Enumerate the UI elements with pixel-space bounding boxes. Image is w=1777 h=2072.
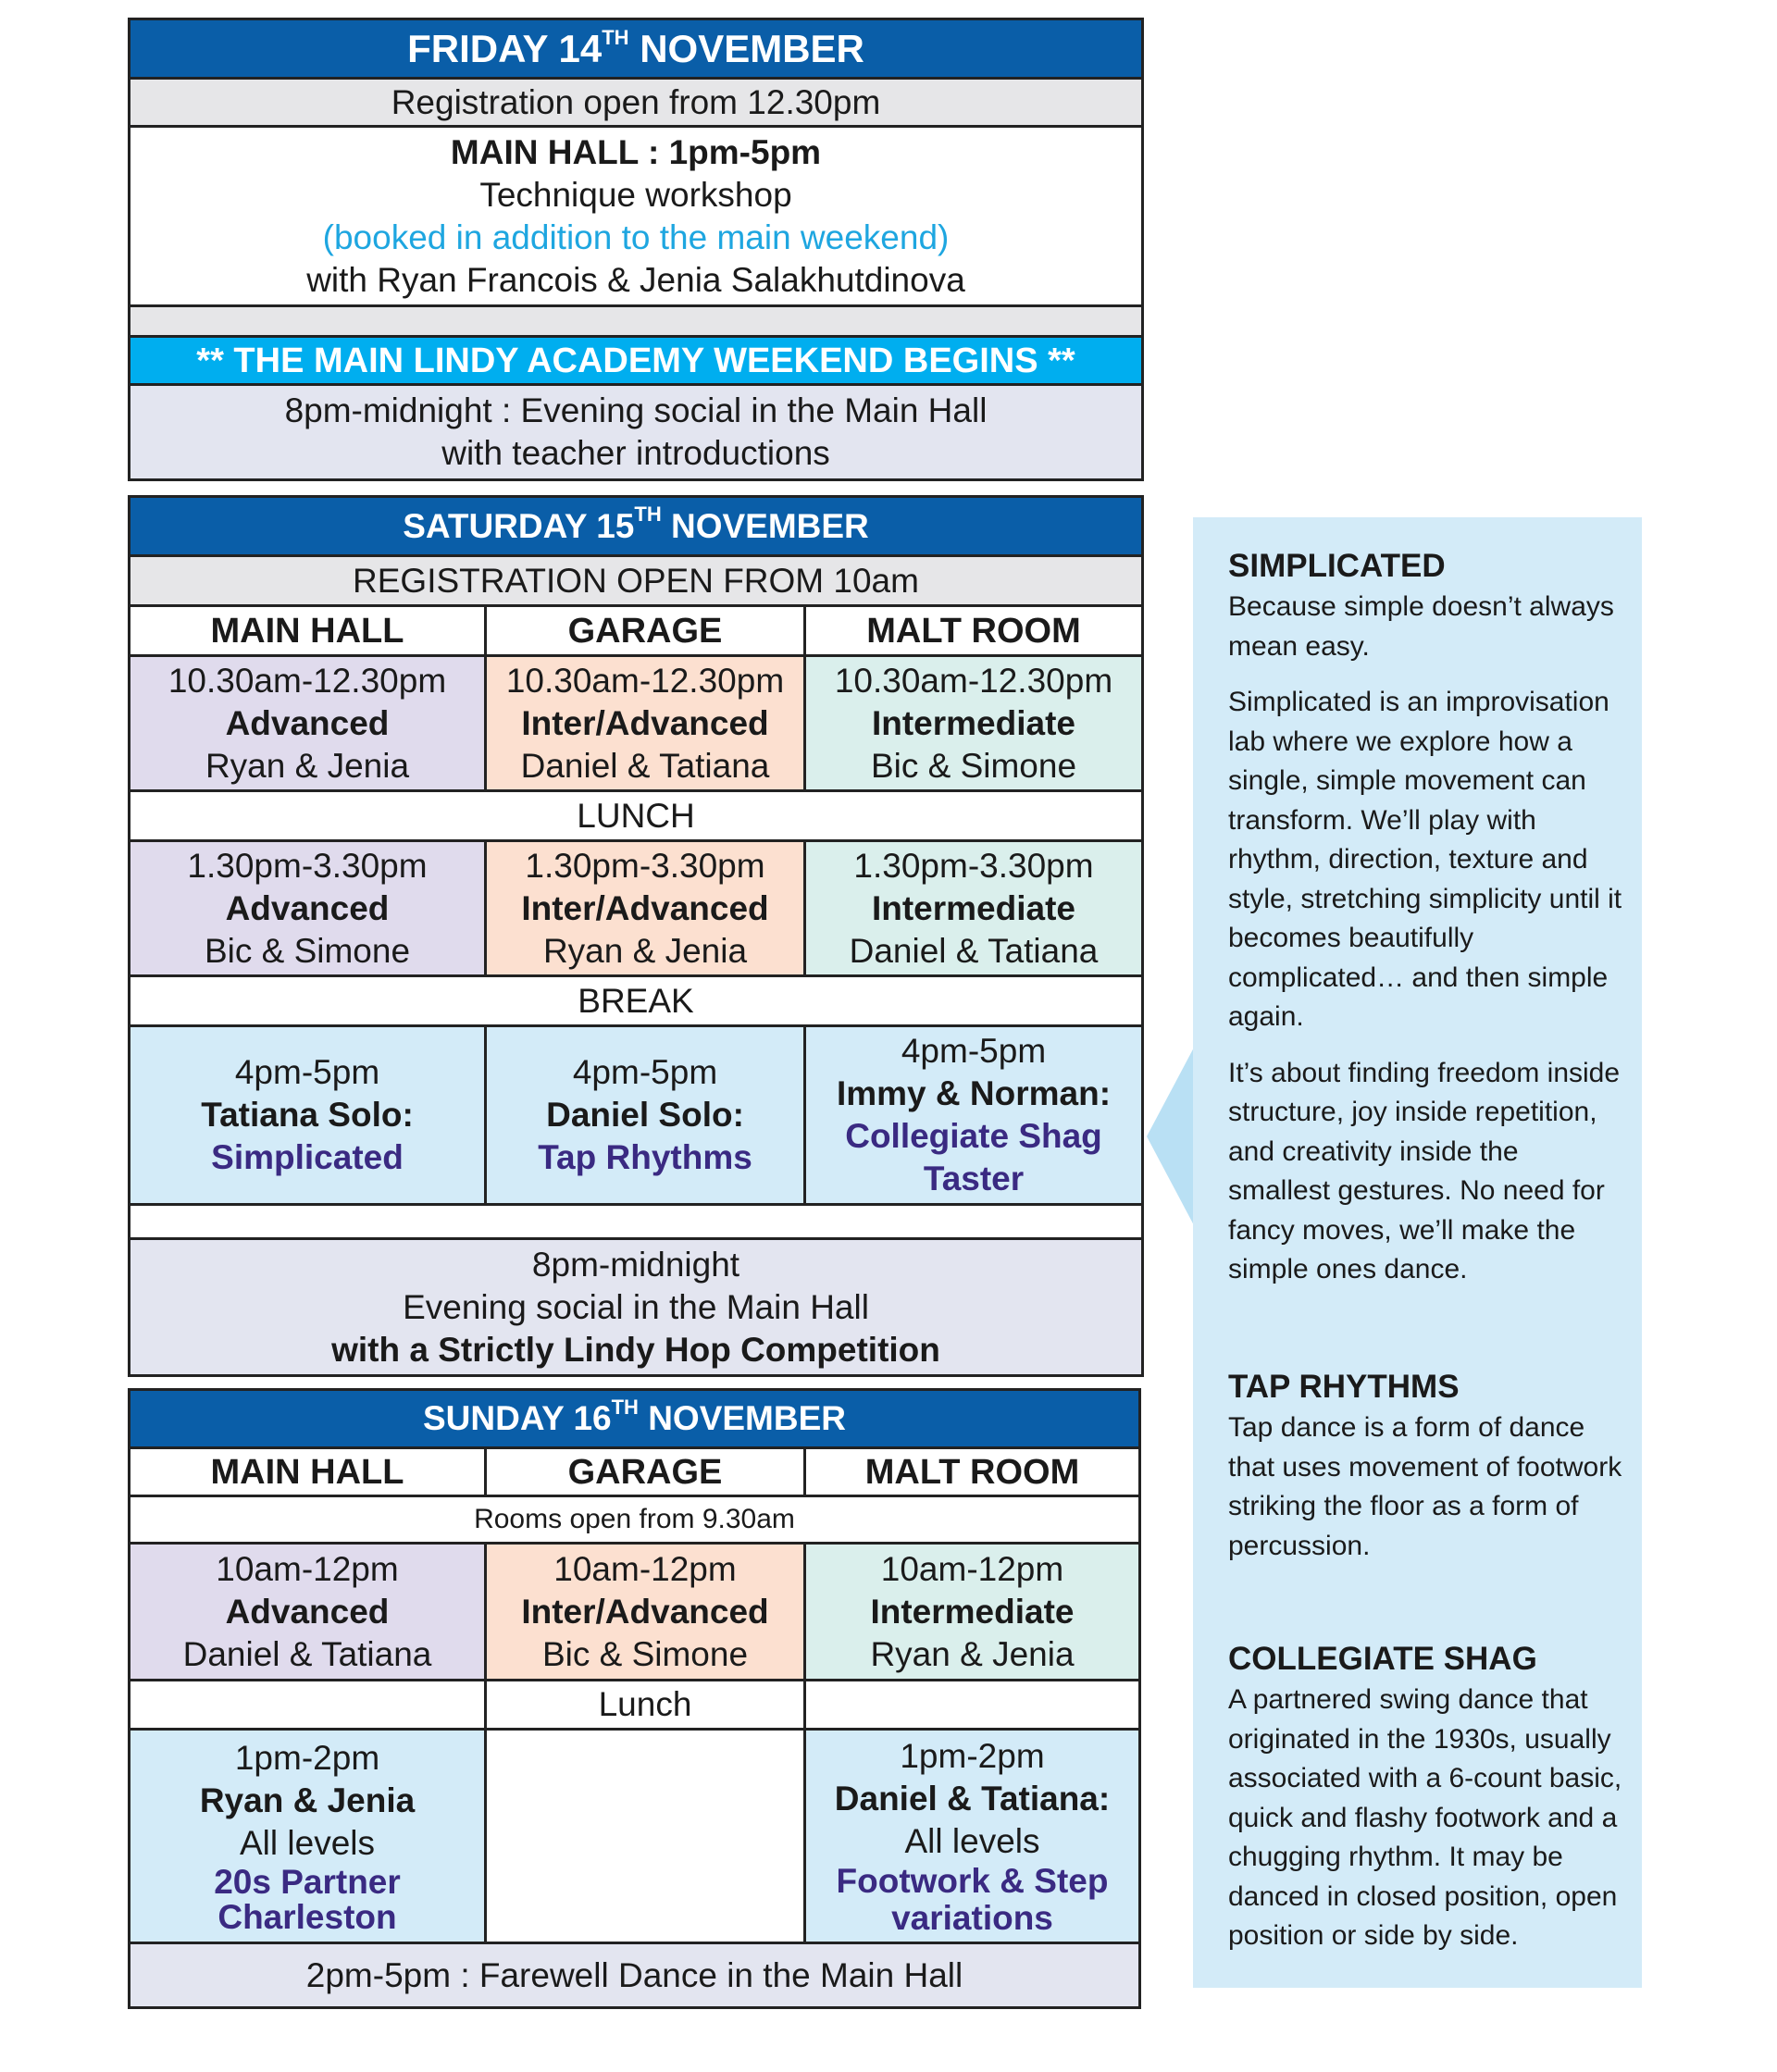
tap-rhythms-title: TAP RHYTHMS: [1228, 1369, 1460, 1405]
special-topic: Footwork & Step: [836, 1862, 1109, 1900]
special-level: All levels: [240, 1824, 375, 1862]
special-teacher: Daniel Solo:: [546, 1096, 744, 1134]
sunday-title: SUNDAY 16: [422, 1399, 612, 1437]
collegiate-shag-title: COLLEGIATE SHAG: [1228, 1641, 1537, 1677]
session-time: 10am-12pm: [553, 1549, 737, 1588]
workshop-name: Technique workshop: [479, 175, 792, 214]
special-time: 4pm-5pm: [572, 1053, 718, 1091]
saturday-lunch: LUNCH: [577, 796, 695, 835]
session-level: Intermediate: [871, 703, 1075, 742]
saturday-title: SATURDAY 15: [403, 506, 635, 545]
saturday-social-line3: with a Strictly Lindy Hop Competition: [331, 1330, 940, 1369]
session-cell: [803, 657, 1141, 789]
saturday-room-headers: [130, 604, 1141, 654]
special-topic: 20s Partner: [214, 1863, 401, 1901]
session-cell: [484, 842, 803, 974]
sunday-afternoon-row: [130, 1728, 1138, 1942]
session-time: 10.30am-12.30pm: [834, 661, 1113, 700]
spacer: [130, 1203, 1141, 1237]
saturday-social-line1: 8pm-midnight: [531, 1245, 740, 1284]
session-cell: [803, 1545, 1138, 1679]
saturday-header: [130, 498, 1141, 554]
session-time: 1.30pm-3.30pm: [525, 846, 765, 885]
friday-registration: Registration open from 12.30pm: [391, 82, 881, 121]
saturday-title-sup: TH: [634, 502, 662, 527]
special-teacher: Daniel & Tatiana:: [834, 1780, 1111, 1818]
special-time: 1pm-2pm: [234, 1739, 380, 1777]
special-session-cell: [130, 1731, 484, 1942]
special-teacher: Tatiana Solo:: [201, 1096, 414, 1134]
special-topic: Tap Rhythms: [538, 1138, 752, 1176]
session-teachers: Daniel & Tatiana: [182, 1634, 432, 1673]
saturday-registration: REGISTRATION OPEN FROM 10am: [353, 561, 919, 600]
special-topic: Simplicated: [211, 1138, 404, 1176]
sunday-header: [130, 1391, 1138, 1446]
special-teacher: Ryan & Jenia: [199, 1781, 416, 1819]
friday-social-line2: with teacher introductions: [441, 434, 830, 472]
tap-rhythms-description: [1228, 1366, 1626, 1566]
sunday-morning-row: [130, 1542, 1138, 1679]
simplicated-paragraph: Because simple doesn’t always mean easy.: [1228, 591, 1614, 662]
special-topic: Collegiate Shag: [845, 1117, 1102, 1155]
session-time: 1.30pm-3.30pm: [853, 846, 1094, 885]
session-level: Intermediate: [870, 1592, 1075, 1631]
session-cell: [484, 657, 803, 789]
session-teachers: Bic & Simone: [204, 931, 411, 970]
room-main-hall: MAIN HALL: [210, 611, 404, 651]
special-session-cell: [803, 1027, 1141, 1203]
friday-title-sup: TH: [602, 25, 629, 49]
sunday-room-headers: [130, 1446, 1138, 1495]
session-level: Advanced: [225, 1592, 390, 1631]
workshop-teachers: with Ryan Francois & Jenia Salakhutdinova: [306, 260, 965, 299]
special-time: 1pm-2pm: [900, 1737, 1045, 1775]
friday-social-line1: 8pm-midnight : Evening social in the Main Hall: [284, 391, 988, 429]
saturday-social: [130, 1237, 1141, 1374]
room-main-hall: MAIN HALL: [210, 1452, 404, 1492]
special-teacher: Immy & Norman:: [836, 1074, 1112, 1112]
room-malt-room: MALT ROOM: [803, 607, 1141, 654]
session-level: Advanced: [225, 888, 390, 927]
session-teachers: Bic & Simone: [870, 746, 1077, 785]
sunday-farewell: 2pm-5pm : Farewell Dance in the Main Hall: [305, 1955, 963, 1994]
saturday-morning-row: [130, 654, 1141, 789]
session-cell: [484, 1545, 803, 1679]
empty-cell: [484, 1731, 803, 1942]
collegiate-shag-paragraph: A partnered swing dance that originated in the 1930s, usually associated with a 6-count basic, quick and flashy footwork and a chugging rhythm. It may be danced in closed position, open position or side by side.: [1228, 1684, 1622, 1951]
sunday-rooms-open: Rooms open from 9.30am: [474, 1504, 795, 1534]
room-malt-room: MALT ROOM: [803, 1449, 1138, 1495]
sunday-lunch: Lunch: [484, 1681, 803, 1728]
saturday-afternoon-row: [130, 839, 1141, 974]
session-time: 10.30am-12.30pm: [505, 661, 785, 700]
special-time: 4pm-5pm: [901, 1032, 1047, 1070]
session-time: 10.30am-12.30pm: [168, 661, 447, 700]
special-session-cell: [130, 1027, 484, 1203]
description-sidebar: [1193, 517, 1642, 1988]
session-level: Intermediate: [871, 888, 1075, 927]
session-level: Inter/Advanced: [521, 1592, 769, 1631]
weekend-begins-banner: ** THE MAIN LINDY ACADEMY WEEKEND BEGINS **: [196, 341, 1075, 380]
session-cell: [130, 657, 484, 789]
session-cell: [130, 842, 484, 974]
special-time: 4pm-5pm: [234, 1053, 380, 1091]
simplicated-description: [1228, 545, 1626, 1290]
saturday-title-month: NOVEMBER: [670, 506, 869, 545]
session-teachers: Ryan & Jenia: [542, 931, 748, 970]
sunday-title-month: NOVEMBER: [648, 1399, 847, 1437]
session-level: Inter/Advanced: [521, 703, 769, 742]
special-topic: Taster: [923, 1160, 1025, 1197]
special-topic: Charleston: [217, 1898, 397, 1936]
tap-rhythms-paragraph: Tap dance is a form of dance that uses movement of footwork striking the floor as a form of percussion.: [1228, 1412, 1622, 1561]
saturday-break: BREAK: [578, 981, 694, 1020]
room-garage: GARAGE: [484, 1449, 803, 1495]
session-time: 10am-12pm: [880, 1549, 1064, 1588]
saturday-social-line2: Evening social in the Main Hall: [403, 1287, 869, 1326]
special-session-cell: [484, 1027, 803, 1203]
room-garage: GARAGE: [484, 607, 803, 654]
friday-workshop: [130, 125, 1141, 304]
session-teachers: Bic & Simone: [541, 1634, 749, 1673]
session-cell: [130, 1545, 484, 1679]
special-session-cell: [803, 1731, 1138, 1942]
simplicated-paragraph: It’s about finding freedom inside structure, joy inside repetition, and creativity inside the smallest gestures. No need for fancy moves, we’ll make the simple ones dance.: [1228, 1057, 1621, 1284]
collegiate-shag-description: [1228, 1638, 1626, 1956]
session-time: 10am-12pm: [216, 1549, 399, 1588]
friday-title-month: NOVEMBER: [640, 26, 864, 70]
session-teachers: Daniel & Tatiana: [849, 931, 1099, 970]
sunday-schedule: [128, 1388, 1141, 2009]
friday-schedule: [128, 18, 1144, 481]
special-topic: variations: [891, 1899, 1053, 1937]
workshop-note: (booked in addition to the main weekend): [322, 217, 950, 256]
friday-header: [130, 20, 1141, 77]
session-level: Inter/Advanced: [521, 888, 769, 927]
sunday-lunch-row: [130, 1679, 1138, 1728]
friday-title: FRIDAY 14: [407, 26, 603, 70]
sunday-title-sup: TH: [611, 1395, 639, 1419]
saturday-specials-row: [130, 1024, 1141, 1203]
callout-arrow: [1147, 1046, 1195, 1227]
special-level: All levels: [904, 1822, 1040, 1860]
session-level: Advanced: [225, 703, 390, 742]
simplicated-title: SIMPLICATED: [1228, 548, 1446, 584]
spacer: [130, 304, 1141, 335]
session-teachers: Ryan & Jenia: [205, 746, 410, 785]
friday-social: [130, 383, 1141, 478]
session-cell: [803, 842, 1141, 974]
workshop-title: MAIN HALL : 1pm-5pm: [450, 132, 822, 171]
session-teachers: Daniel & Tatiana: [520, 746, 770, 785]
session-teachers: Ryan & Jenia: [870, 1634, 1075, 1673]
session-time: 1.30pm-3.30pm: [187, 846, 428, 885]
simplicated-paragraph: Simplicated is an improvisation lab where we explore how a single, simple movement can transform. We’ll play with rhythm, direction, texture and style, stretching simplicity until it becomes beautifully complicated… and then simple again.: [1228, 687, 1622, 1032]
saturday-schedule: [128, 495, 1144, 1377]
